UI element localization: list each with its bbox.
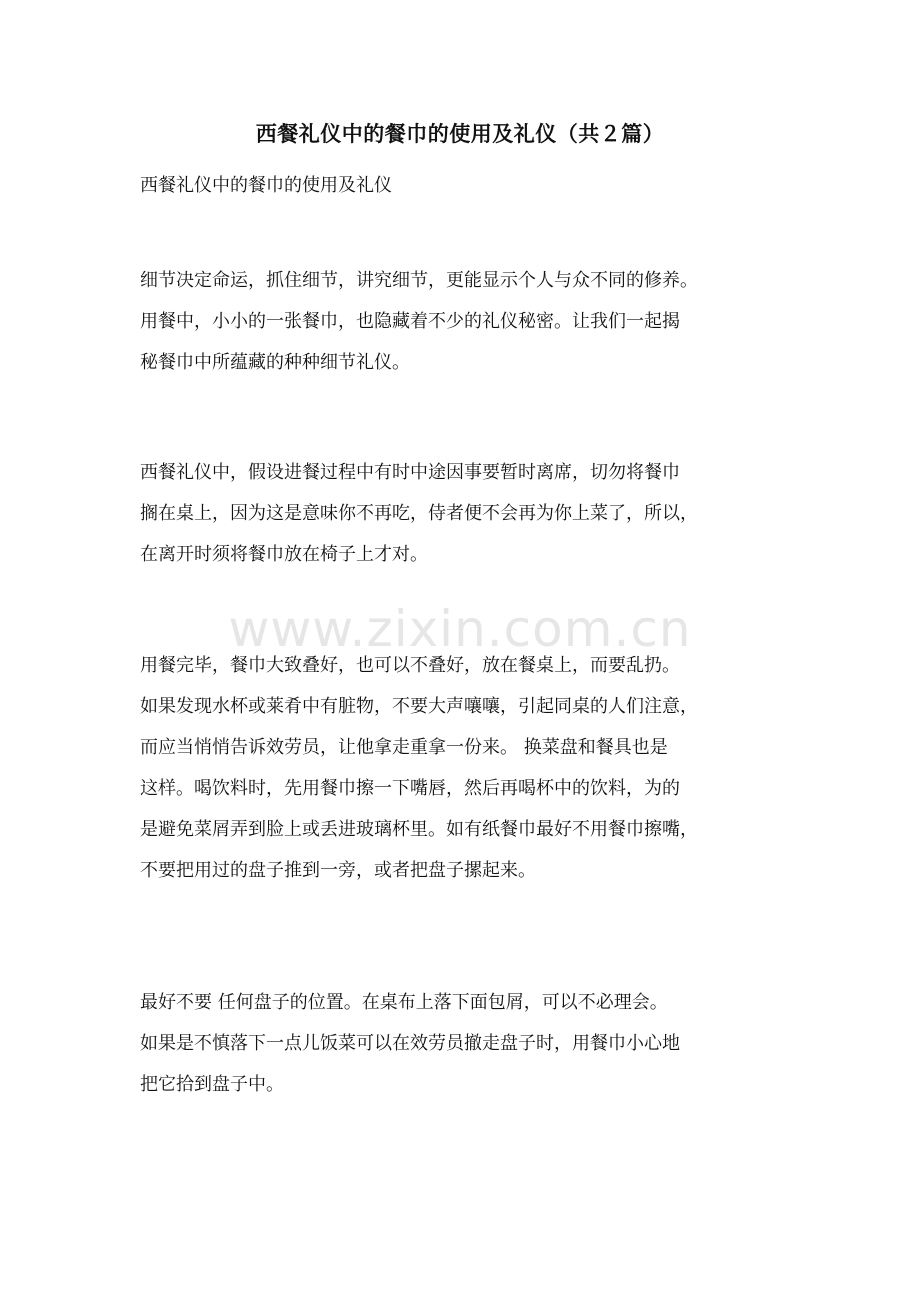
paragraph-line: 如果发现水杯或莱肴中有脏物，不要大声嚷嚷，引起同桌的人们注意， xyxy=(140,696,698,717)
paragraph-line: 不要把用过的盘子推到一旁，或者把盘子摞起来。 xyxy=(140,860,536,881)
paragraph-2 xyxy=(140,452,800,575)
paragraph-line: 用餐完毕，餐巾大致叠好，也可以不叠好，放在餐桌上，而要乱扔。 xyxy=(140,655,680,676)
paragraph-1 xyxy=(140,260,800,383)
document-subtitle: 西餐礼仪中的餐巾的使用及礼仪 xyxy=(140,175,392,196)
paragraph-line: 用餐中，小小的一张餐巾，也隐藏着不少的礼仪秘密。让我们一起揭 xyxy=(140,311,680,332)
paragraph-line: 是避免菜屑弄到脸上或丢进玻璃杯里。如有纸餐巾最好不用餐巾擦嘴， xyxy=(140,819,698,840)
paragraph-line: 秘餐巾中所蕴藏的种种细节礼仪。 xyxy=(140,352,410,373)
document-title: 西餐礼仪中的餐巾的使用及礼仪（共２篇） xyxy=(255,121,665,146)
watermark: www.zixin.com.cn xyxy=(228,600,692,658)
paragraph-line: 西餐礼仪中，假设进餐过程中有时中途因事要暂时离席，切勿将餐巾 xyxy=(140,462,680,483)
paragraph-line: 搁在桌上，因为这是意味你不再吃，侍者便不会再为你上菜了，所以， xyxy=(140,503,698,524)
paragraph-line: 细节决定命运，抓住细节，讲究细节，更能显示个人与众不同的修养。 xyxy=(140,270,698,291)
paragraph-line: 这样。喝饮料时，先用餐巾擦一下嘴唇，然后再喝杯中的饮料，为的 xyxy=(140,778,680,799)
paragraph-line: 把它拾到盘子中。 xyxy=(140,1074,284,1095)
paragraph-line: 在离开时须将餐巾放在椅子上才对。 xyxy=(140,544,428,565)
paragraph-line: 而应当悄悄告诉效劳员，让他拿走重拿一份来。 换菜盘和餐具也是 xyxy=(140,737,668,758)
paragraph-3 xyxy=(140,645,800,891)
paragraph-4 xyxy=(140,982,800,1105)
paragraph-line: 如果是不慎落下一点儿饭菜可以在效劳员撤走盘子时，用餐巾小心地 xyxy=(140,1033,680,1054)
paragraph-line: 最好不要 任何盘子的位置。在桌布上落下面包屑，可以不必理会。 xyxy=(140,992,668,1013)
